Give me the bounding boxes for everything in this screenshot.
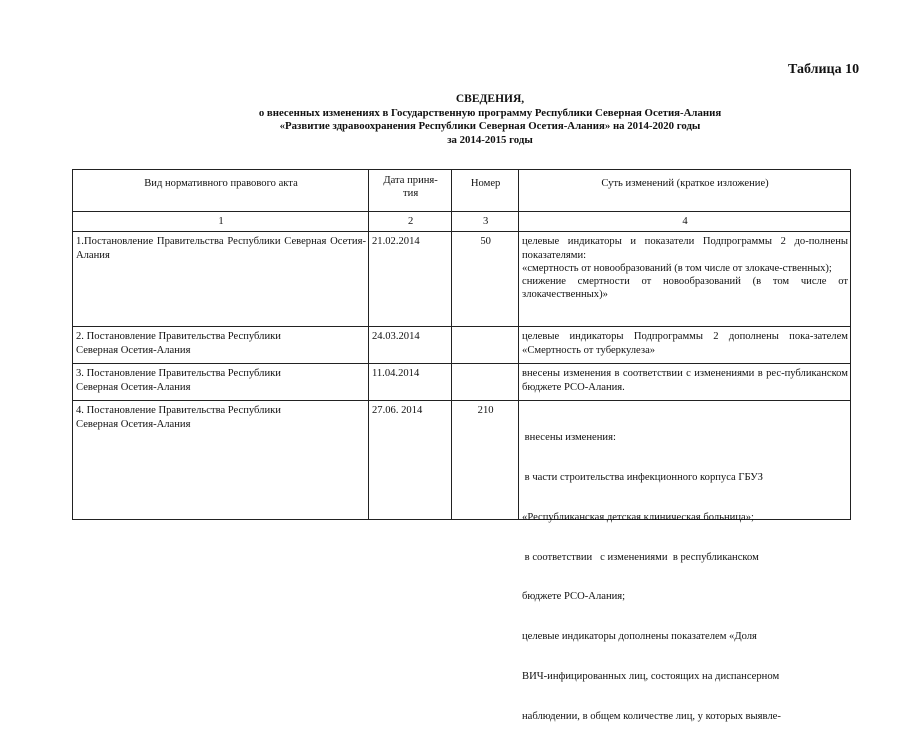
changes-line: в соответствии с изменениями в республиканском bbox=[522, 551, 759, 563]
title-line-1: СВЕДЕНИЯ, bbox=[455, 93, 525, 105]
column-header-act-type: Вид нормативного правового акта bbox=[73, 170, 369, 212]
number-cell bbox=[452, 327, 519, 364]
changes-cell bbox=[519, 327, 851, 364]
table-header-row bbox=[73, 170, 851, 212]
changes-line: «Республиканская детская клиническая больница»; bbox=[522, 511, 754, 523]
title-line-3: «Развитие здравоохранения Республики Северная Осетия-Алания» на 2014-2020 годы bbox=[279, 120, 701, 132]
number-cell: 50 bbox=[452, 232, 519, 327]
changes-line: внесены изменения: bbox=[522, 431, 616, 443]
changes-table bbox=[72, 169, 851, 723]
date-cell: 11.04.2014 bbox=[368, 364, 451, 401]
table-row bbox=[73, 364, 851, 401]
act-cell: 3. Постановление Правительства Республики Северная Осетия-Алания bbox=[73, 364, 369, 401]
table-row bbox=[73, 401, 851, 520]
changes-line: в части строительства инфекционного корпуса ГБУЗ bbox=[522, 471, 763, 483]
act-cell: 4. Постановление Правительства Республики Северная Осетия-Алания bbox=[73, 401, 369, 520]
changes-line: внесены изменения в соответствии с изменениями в рес-публиканском бюджете РСО-Алания. bbox=[522, 368, 848, 393]
date-cell: 24.03.2014 bbox=[368, 327, 451, 364]
changes-line: целевые индикаторы и показатели Подпрограммы 2 до-полнены показателями: bbox=[522, 236, 848, 261]
changes-line: снижение смертности от новообразований (в том числе от злокачественных)» bbox=[522, 276, 848, 301]
number-cell: 210 bbox=[452, 401, 519, 520]
table-number: Таблица 10 bbox=[788, 62, 860, 77]
changes-line: наблюдении, в общем количестве лиц, у которых выявле- bbox=[522, 711, 781, 723]
changes-cell bbox=[519, 401, 851, 723]
column-header-date: Дата приня- тия bbox=[368, 170, 451, 212]
column-header-changes: Суть изменений (краткое изложение) bbox=[519, 170, 851, 212]
title-line-4: за 2014-2015 годы bbox=[447, 133, 533, 146]
changes-line: «смертность от новообразований (в том числе от злокаче-ственных); bbox=[522, 262, 832, 274]
changes-line: бюджете РСО-Алания; bbox=[522, 591, 626, 603]
changes-line: целевые индикаторы дополнены показателем «Доля bbox=[522, 631, 757, 643]
column-number: 2 bbox=[368, 212, 451, 232]
changes-line: ВИЧ-инфицированных лиц, состоящих на диспансерном bbox=[522, 671, 780, 683]
column-numbers-row bbox=[73, 212, 851, 232]
title-line-2: о внесенных изменениях в Государственную программу Республики Северная Осетия-Алания bbox=[258, 106, 722, 119]
number-cell bbox=[452, 364, 519, 401]
column-number: 4 bbox=[519, 212, 851, 232]
act-cell: 1.Постановление Правительства Республики Северная Осетия-Алания bbox=[73, 232, 369, 327]
date-cell: 21.02.2014 bbox=[368, 232, 451, 327]
act-cell: 2. Постановление Правительства Республики Северная Осетия-Алания bbox=[73, 327, 369, 364]
changes-line: целевые индикаторы Подпрограммы 2 дополнены пока-зателем «Смертность от туберкулеза» bbox=[522, 331, 848, 356]
changes-cell bbox=[519, 232, 851, 327]
column-number: 3 bbox=[452, 212, 519, 232]
column-header-number: Номер bbox=[452, 170, 519, 212]
document-title bbox=[100, 93, 880, 147]
table-row bbox=[73, 327, 851, 364]
changes-cell bbox=[519, 364, 851, 401]
column-number: 1 bbox=[73, 212, 369, 232]
table-row bbox=[73, 232, 851, 327]
date-cell: 27.06. 2014 bbox=[368, 401, 451, 520]
